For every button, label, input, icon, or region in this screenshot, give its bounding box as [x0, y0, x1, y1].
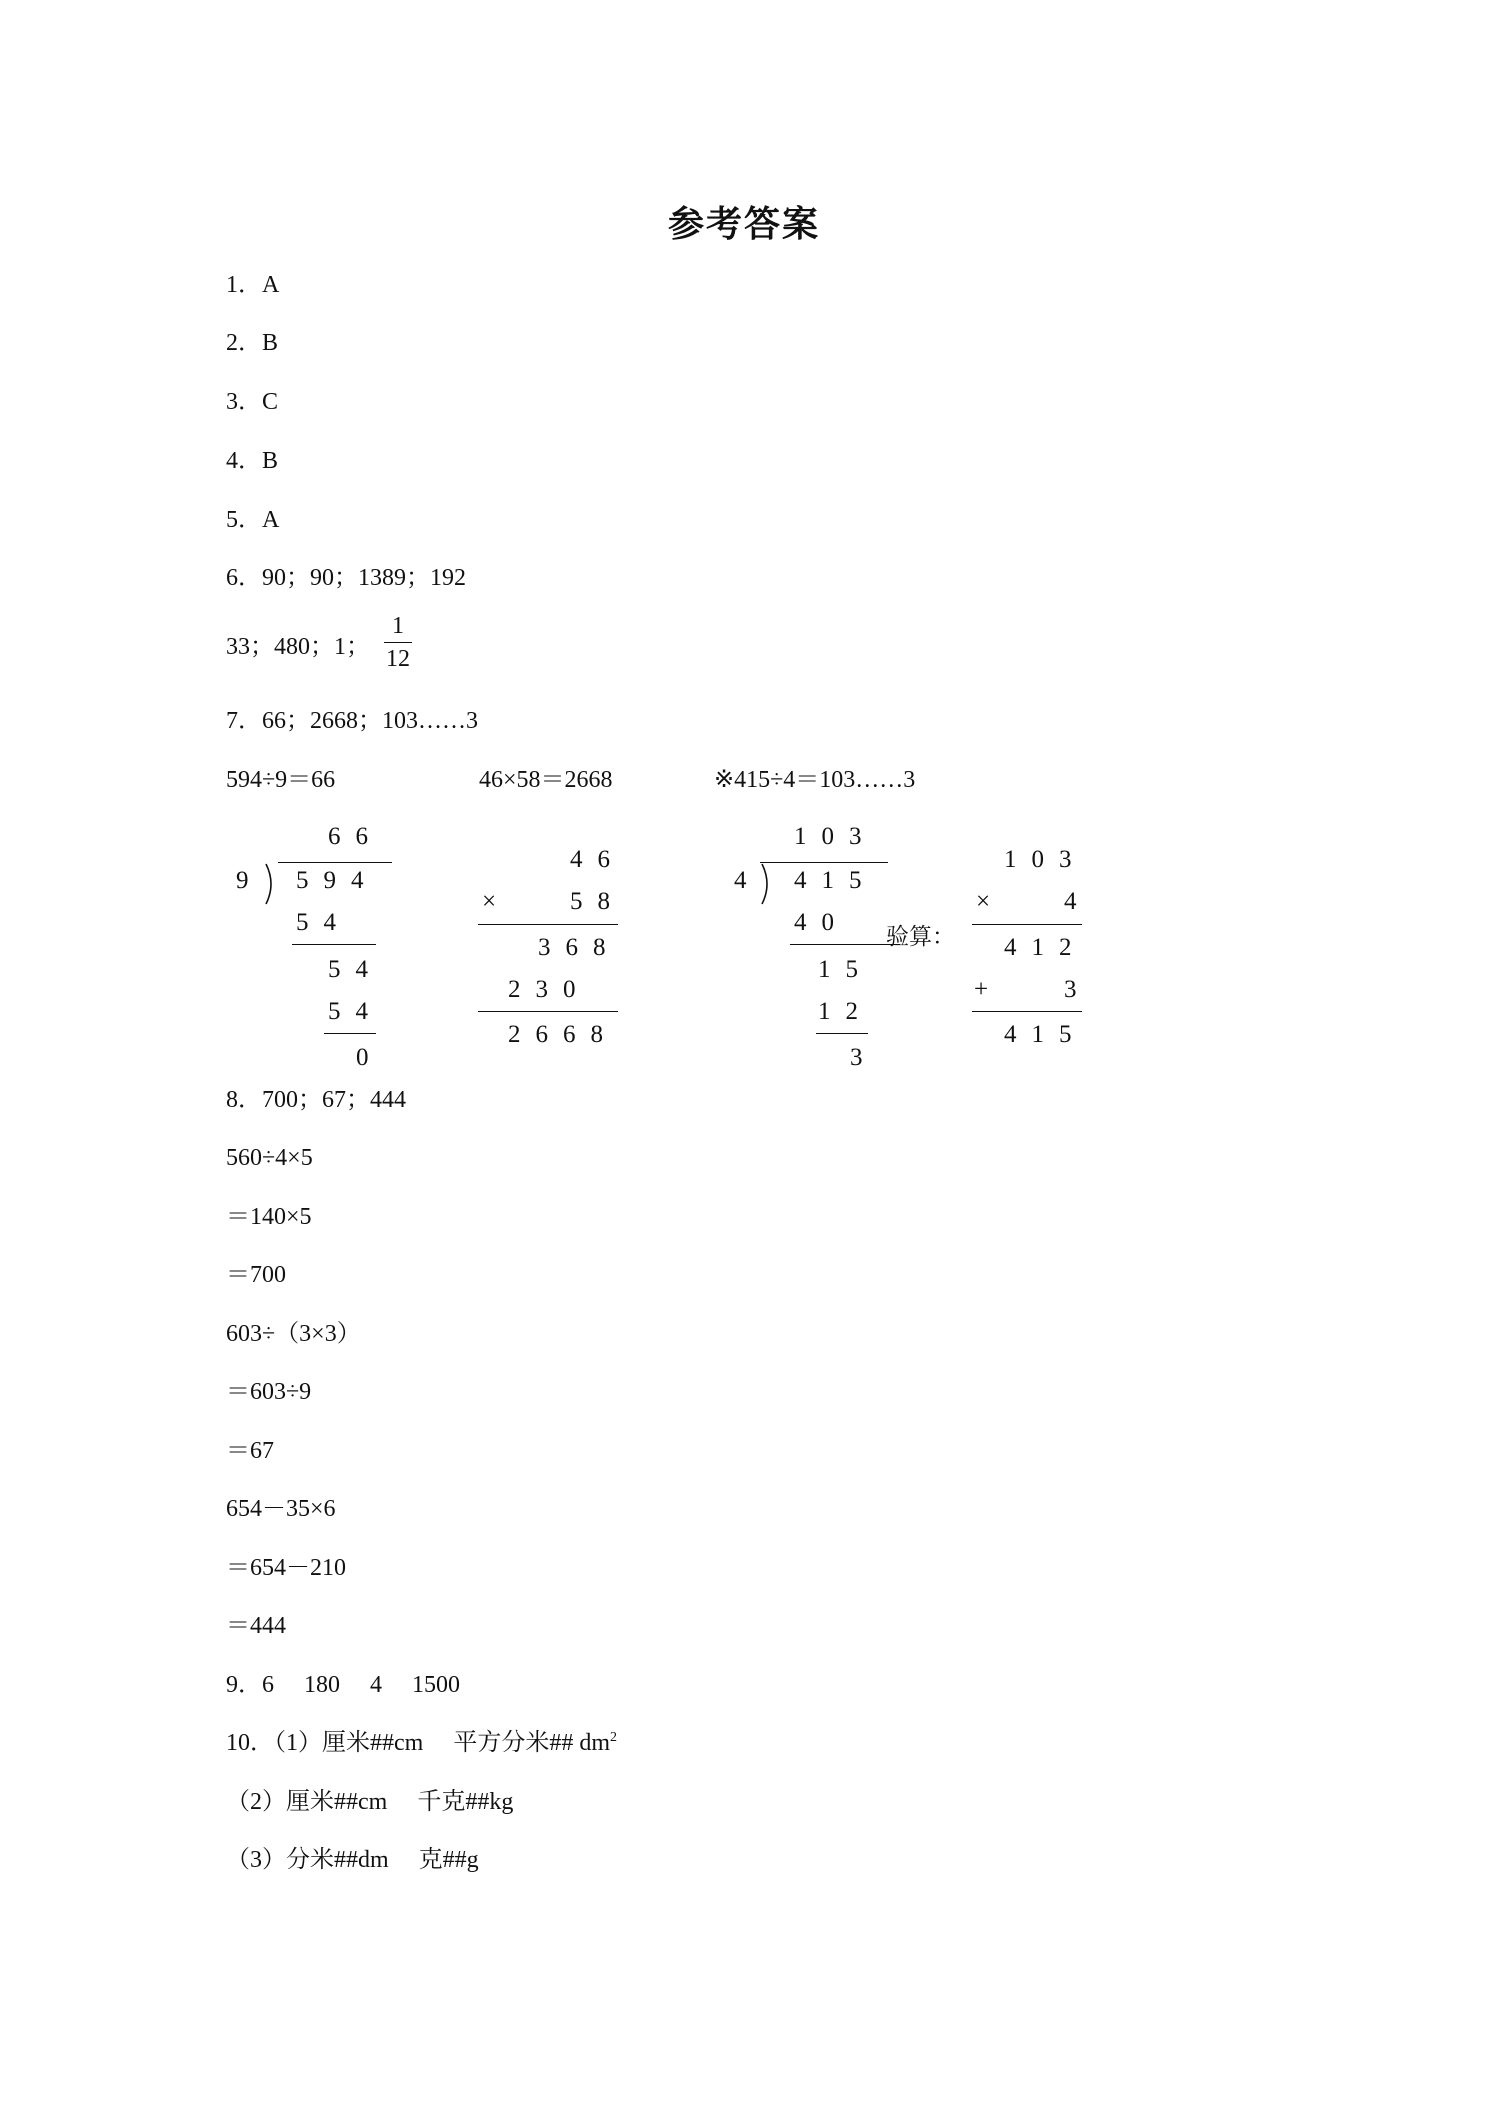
check-result: 415: [1004, 1021, 1087, 1048]
working-line-3: ＝700: [226, 1262, 286, 1288]
working-line-5: ＝603÷9: [226, 1379, 312, 1405]
working-line-9: ＝444: [226, 1613, 286, 1639]
answer-5: 5．A: [226, 507, 280, 533]
check-label: 验算：: [886, 924, 955, 950]
working-line-2: ＝140×5: [226, 1204, 312, 1230]
check-product: 412: [1004, 934, 1087, 961]
working-line-6: ＝67: [226, 1438, 274, 1464]
multiplication-line-2: [478, 1011, 618, 1012]
check-multiplier: 4: [1064, 888, 1092, 915]
product: 2668: [508, 1021, 618, 1048]
answer-1: 1．A: [226, 272, 280, 298]
division-line-2: [324, 1033, 376, 1034]
fraction-bar: [384, 642, 412, 643]
answer-10-part-1-text: 10．（1）厘米##cm 平方分米## dm: [226, 1730, 610, 1756]
fraction-numerator: 1: [392, 613, 404, 639]
answer-10-part-2: （2）厘米##cm 千克##kg: [226, 1789, 514, 1815]
check-line-1: [972, 924, 1082, 925]
equation-3: ※415÷4＝103……3: [714, 767, 916, 793]
division-bracket: [758, 862, 774, 906]
answer-2: 2．B: [226, 330, 279, 356]
working-line-7: 654－35×6: [226, 1496, 336, 1522]
answer-10-part-3: （3）分米##dm 克##g: [226, 1847, 479, 1873]
division-remainder: 3: [850, 1044, 878, 1071]
times-sign: ×: [482, 888, 512, 915]
superscript-2: 2: [610, 1730, 617, 1745]
division-step-1: 54: [296, 909, 351, 936]
answer-8: 8．700；67；444: [226, 1087, 406, 1113]
equation-1: 594÷9＝66: [226, 767, 336, 793]
answer-6-extra: 33；480；1；: [226, 634, 370, 660]
check-times-sign: ×: [976, 888, 1006, 915]
multiplier: 58: [570, 888, 625, 915]
division-bar: [760, 862, 888, 863]
partial-product-2: 230: [508, 976, 591, 1003]
dividend: 594: [296, 867, 379, 894]
division-line-1: [790, 944, 900, 945]
multiplication-line-1: [478, 924, 618, 925]
answer-9: 9．6 180 4 1500: [226, 1672, 460, 1698]
page-title: 参考答案: [667, 204, 820, 245]
dividend: 415: [794, 867, 877, 894]
division-line-2: [816, 1033, 868, 1034]
check-addend: 3: [1064, 976, 1092, 1003]
multiplicand: 46: [570, 846, 625, 873]
check-multiplicand: 103: [1004, 846, 1087, 873]
fraction: [384, 612, 412, 673]
check-line-2: [972, 1011, 1082, 1012]
answer-6: 6．90；90；1389；192: [226, 565, 466, 591]
quotient: 103: [794, 823, 877, 850]
division-step-2: 54: [328, 956, 383, 983]
division-step-3: 54: [328, 998, 383, 1025]
division-step-3: 12: [818, 998, 873, 1025]
division-step-2: 15: [818, 956, 873, 983]
equation-2: 46×58＝2668: [479, 767, 613, 793]
working-line-4: 603÷（3×3）: [226, 1321, 361, 1347]
answer-3: 3．C: [226, 389, 279, 415]
division-bracket: [262, 862, 278, 906]
fraction-denominator: 12: [386, 646, 410, 672]
divisor: 9: [236, 867, 264, 894]
working-line-1: 560÷4×5: [226, 1145, 313, 1171]
partial-product-1: 368: [538, 934, 621, 961]
divisor: 4: [734, 867, 762, 894]
division-step-1: 40: [794, 909, 849, 936]
answer-10-part-1: [226, 1728, 617, 1758]
working-line-8: ＝654－210: [226, 1555, 346, 1581]
answer-7: 7．66；2668；103……3: [226, 708, 478, 734]
check-plus-sign: +: [974, 976, 1004, 1003]
division-line-1: [292, 944, 376, 945]
division-remainder: 0: [356, 1044, 384, 1071]
answer-4: 4．B: [226, 448, 279, 474]
division-bar: [278, 862, 392, 863]
quotient: 66: [328, 823, 383, 850]
